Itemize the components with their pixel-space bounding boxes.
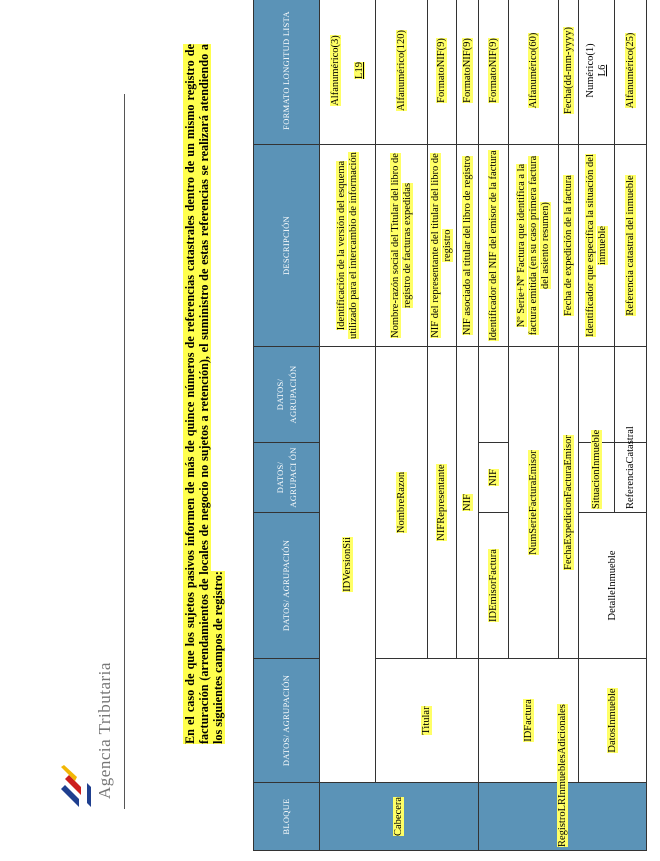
header-divider <box>124 94 125 809</box>
field-fechaexpedicionfacturaemisor: FechaExpedicionFacturaEmisor <box>559 347 579 659</box>
desc-nifrepresentante: NIF del representante del titular del libro de registro <box>428 145 457 347</box>
table-row <box>376 0 428 851</box>
desc-nombrerazon: Nombre-razón social del Titular del libro de registro de facturas expedidas <box>376 145 428 347</box>
intro-paragraph: En el caso de que los sujetos pasivos informen de más de quince números de referencias catastrales dentro de un mismo registro de facturación (arrendamientos de locales de negocio no sujetos a retención), el suministro de estas referencias se realizará atendiendo a los siguientes campos de registro: <box>183 44 225 744</box>
header-datos-agrupacion-4: DATOS/ AGRUPACIÓN <box>254 347 320 443</box>
group-idversionsii: IDVersionSii <box>320 347 376 783</box>
desc-referenciacatastral: Referencia catastral del inmueble <box>615 145 647 347</box>
format-nifrepresentante: FormatoNIF(9) <box>428 0 457 145</box>
table-row <box>479 0 509 851</box>
table-row <box>579 0 615 851</box>
header-datos-agrupacion-3: DATOS/ AGRUPACI ÓN <box>254 443 320 513</box>
header-datos-agrupacion-1: DATOS/ AGRUPACIÓN <box>254 659 320 783</box>
table-header-row <box>254 0 320 851</box>
table-row <box>320 0 376 851</box>
format-numseriefacturaemisor: Alfanumérico(60) <box>509 0 559 145</box>
field-idemisorfactura: IDEmisorFactura <box>479 513 509 659</box>
empty-cell <box>579 347 615 443</box>
block-cabecera: Cabecera <box>320 783 479 851</box>
header-formato: FORMATO LONGITUD LISTA <box>254 0 320 145</box>
field-numseriefacturaemisor: NumSerieFacturaEmisor <box>509 347 559 659</box>
format-nif-emisor: FormatoNIF(9) <box>479 0 509 145</box>
field-nif-emisor: NIF <box>479 443 509 513</box>
field-nifrepresentante: NIFRepresentante <box>428 347 457 659</box>
brand-name: Agencia Tributaria <box>95 662 114 799</box>
group-datosinmueble: DatosInmueble <box>579 659 647 783</box>
header-bloque: BLOQUE <box>254 783 320 851</box>
record-fields-table <box>253 0 647 851</box>
format-situacioninmueble: Numérico(1) L6 <box>579 0 615 145</box>
format-fechaexpedicionfacturaemisor: Fecha(dd-mm-yyyy) <box>559 0 579 145</box>
empty-cell <box>479 347 509 443</box>
desc-nif-emisor: Identificador del NIF del emisor de la factura <box>479 145 509 347</box>
format-referenciacatastral: Alfanumérico(25) <box>615 0 647 145</box>
format-idversionsii: Alfanumérico(3) L19 <box>320 0 376 145</box>
desc-fechaexpedicionfacturaemisor: Fecha de expedición de la factura <box>559 145 579 347</box>
field-detalleinmueble: DetalleInmueble <box>579 513 647 659</box>
group-idfactura: IDFactura <box>479 659 579 783</box>
header-descripcion: DESCRIPCIÓN <box>254 145 320 347</box>
desc-situacioninmueble: Identificador que especifica la situación del inmueble <box>579 145 615 347</box>
format-nombrerazon: Alfanumérico(120) <box>376 0 428 145</box>
field-nif: NIF <box>457 347 479 659</box>
desc-idversionsii: Identificación de la versión del esquema utilizado para el intercambio de información <box>320 145 376 347</box>
group-titular: Titular <box>376 659 479 783</box>
block-registrolrinmueblesadicionales: RegistroLRInmueblesAdicionales <box>479 783 647 851</box>
field-nombrerazon: NombreRazon <box>376 347 428 659</box>
header-datos-agrupacion-2: DATOS/ AGRUPACIÓN <box>254 513 320 659</box>
desc-nif: NIF asociado al titular del libro de registro <box>457 145 479 347</box>
agencia-tributaria-emblem-icon <box>55 763 95 809</box>
desc-numseriefacturaemisor: Nº Serie+Nº Factura que identifica a la factura emitida (en su caso primera factura del asiento resumen) <box>509 145 559 347</box>
field-situacioninmueble: SituacionInmueble <box>579 443 615 513</box>
format-nif: FormatoNIF(9) <box>457 0 479 145</box>
field-referenciacatastral: ReferenciaCatastral <box>615 443 647 513</box>
